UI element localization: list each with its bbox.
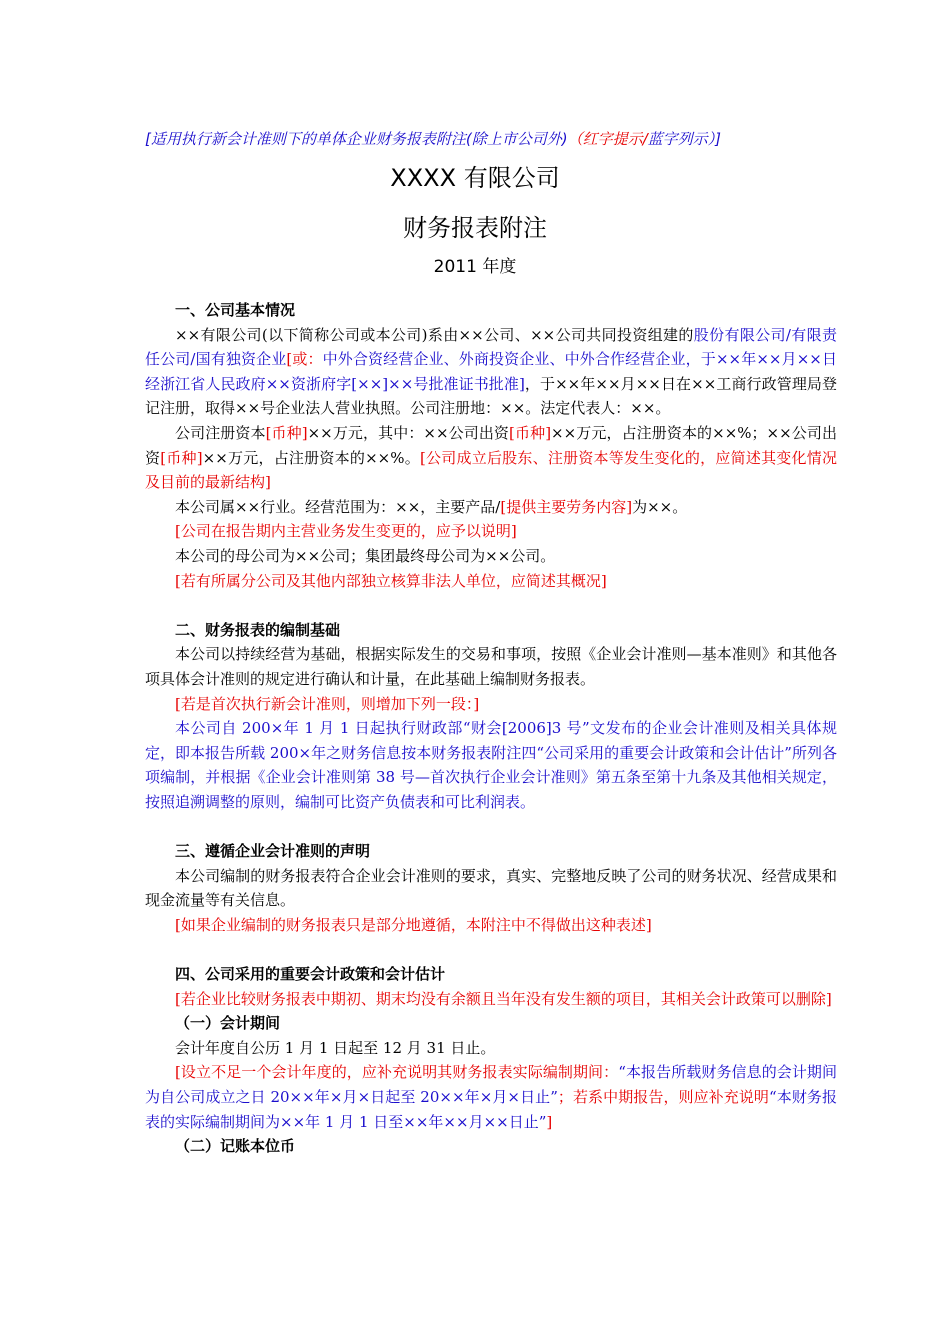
paragraph-registered-capital [145, 421, 837, 495]
hint-delete-policies: [若企业比较财务报表中期初、期末均没有余额且当年没有发生额的项目，其相关会计政策可以删除] [175, 989, 832, 1008]
text-run-blue: “本报告所载财务信息的会计期间为自公司成立之日 20××年×月×日起至 20××年×月×日止” [145, 1063, 838, 1106]
paragraph-company-intro [145, 323, 837, 421]
template-note-blue-end: 蓝字列示）] [647, 130, 721, 148]
hint-partial-compliance: [如果企业编制的财务报表只是部分地遵循，本附注中不得做出这种表述] [175, 915, 652, 934]
text-run: ××万元，其中：××公司出资 [307, 423, 510, 442]
text-run: ××万元，占注册资本的××%；××公司出资 [145, 423, 837, 467]
section-heading-4: 四、公司采用的重要会计政策和会计估计 [175, 965, 446, 984]
text-run: 本公司属××行业。经营范围为：××，主要产品/ [175, 497, 501, 516]
hint-branches: [若有所属分公司及其他内部独立核算非法人单位，应简述其概况] [175, 571, 607, 590]
paragraph-first-adoption: 本公司自 200×年 1 月 1 日起执行财政部“财会[2006]3 号”文发布的企业会计准则及相关具体规定，即本报告所载 200×年之财务信息按本财务报表附注四“公司采用的重要会计政策和会计估计”所列各项编制，并根据《企业会计准则第 38 号—首次执行企业会计准则》第五条至第十九条及其他相关规定，按照追溯调整的原则，编制可比资产负债表和可比利润表。 [145, 719, 837, 811]
text-run-red: ] [546, 1112, 553, 1131]
subsection-accounting-period: （一）会计期间 [175, 1014, 281, 1033]
template-note-red: （红字提示/ [567, 130, 648, 148]
hint-main-business-change: [公司在报告期内主营业务发生变更的，应予以说明] [175, 522, 517, 541]
document-body [145, 298, 837, 1159]
text-run-blue: “本财务报表的实际编制期间为××年 1 月 1 日至××年××月××日止” [145, 1088, 837, 1131]
text-run-blue: 中外合资经营企业、外商投资企业、中外合作经营企业，于××年××月××日经浙江省人民政府××资浙府字[××]××号批准证书批准] [145, 350, 837, 393]
text-run-red: [提供主要劳务内容] [500, 497, 633, 516]
section-heading-1: 一、公司基本情况 [175, 301, 296, 319]
paragraph-compliance: 本公司编制的财务报表符合企业会计准则的要求，真实、完整地反映了公司的财务状况、经营成果和现金流量等有关信息。 [145, 866, 837, 910]
paragraph-business-scope [145, 495, 837, 520]
template-note-blue: [适用执行新会计准则下的单体企业财务报表附注(除上市公司外) [145, 130, 568, 148]
text-run-red: [币种] [160, 448, 203, 467]
text-run-red: [或： [286, 350, 323, 369]
hint-first-adoption: [若是首次执行新会计准则，则增加下列一段：] [175, 694, 480, 713]
text-run: ，于××年××月××日在××工商行政管理局登记注册，取得××号企业法人营业执照。公司注册地：××。法定代表人：××。 [145, 374, 837, 418]
text-run: ××有限公司(以下简称公司或本公司)系由××公司、××公司共同投资组建的 [175, 325, 694, 344]
spacer [145, 814, 837, 839]
text-run: 为××。 [632, 497, 688, 516]
document-title: 财务报表附注 [403, 214, 547, 242]
text-run-blue: 股份有限公司/有限责任公司/国有独资企业 [145, 325, 837, 369]
report-year: 2011 年度 [433, 257, 517, 277]
text-run-red: [币种] [265, 423, 308, 442]
text-run-red: [设立不足一个会计年度的，应补充说明其财务报表实际编制期间： [175, 1063, 619, 1082]
template-note [145, 128, 845, 149]
text-run-red: [币种] [509, 423, 552, 442]
spacer [145, 593, 837, 618]
spacer [145, 937, 837, 962]
section-heading-3: 三、遵循企业会计准则的声明 [175, 842, 371, 861]
text-run: 公司注册资本 [175, 423, 266, 442]
paragraph-accounting-period: 会计年度自公历 1 月 1 日起至 12 月 31 日止。 [175, 1038, 496, 1057]
text-run-red: ；若系中期报告，则应补充说明 [557, 1088, 769, 1106]
paragraph-parent-company: 本公司的母公司为××公司；集团最终母公司为××公司。 [175, 546, 556, 565]
text-run-red: [公司成立后股东、注册资本等发生变化的，应简述其变化情况及目前的最新结构] [145, 448, 837, 492]
company-title: XXXX 有限公司 [390, 164, 560, 192]
paragraph-preparation-basis: 本公司以持续经营为基础，根据实际发生的交易和事项，按照《企业会计准则—基本准则》和其他各项具体会计准则的规定进行确认和计量，在此基础上编制财务报表。 [145, 645, 837, 688]
subsection-functional-currency: （二）记账本位币 [175, 1137, 296, 1156]
section-heading-2: 二、财务报表的编制基础 [175, 620, 341, 639]
hint-actual-period [145, 1060, 837, 1134]
text-run: ××万元，占注册资本的××%。 [202, 448, 420, 467]
